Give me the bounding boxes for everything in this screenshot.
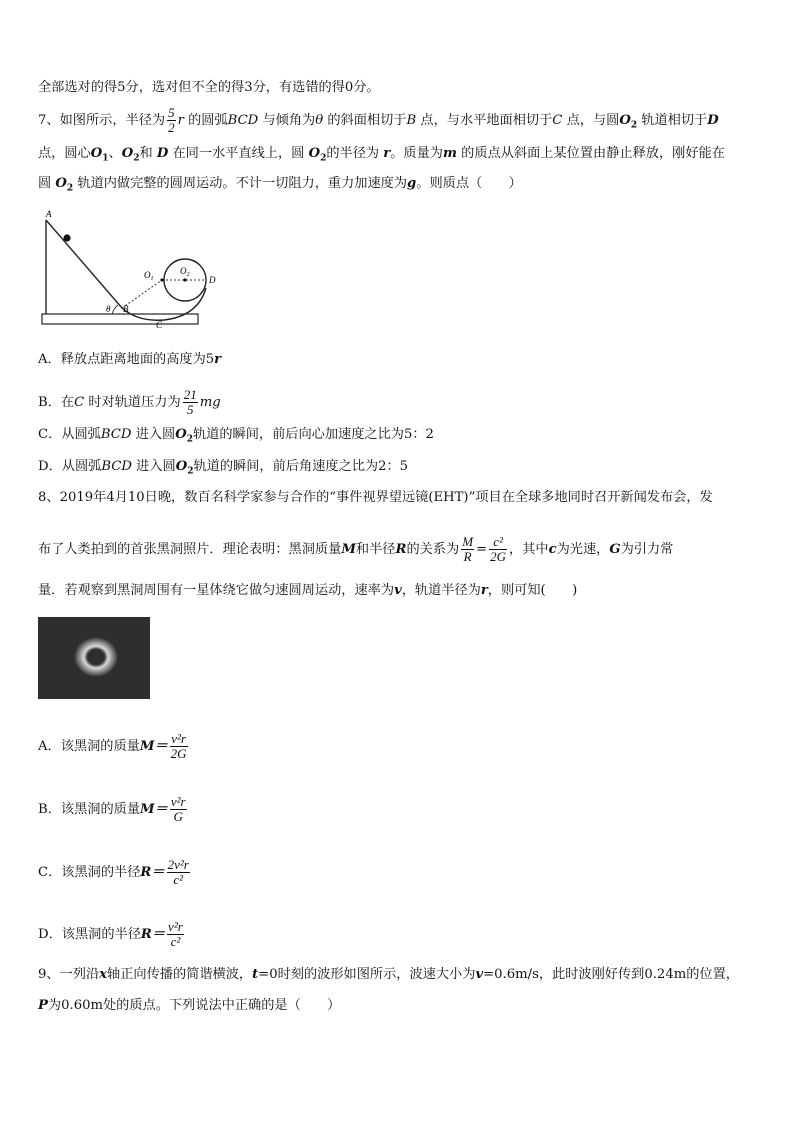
var-bcd: BCD — [101, 459, 132, 474]
q8-text: 和半径 — [355, 542, 396, 557]
var-m: M＝ — [139, 739, 168, 754]
q8-option-c — [38, 858, 192, 887]
q7-option-a — [38, 351, 221, 369]
q7-number: 7、 — [38, 113, 60, 128]
q7-text: 的半径为 — [326, 146, 380, 161]
label-o1-letter: O — [144, 270, 151, 280]
q9-text: 一列沿 — [59, 967, 100, 982]
q9-line1 — [38, 966, 739, 984]
q7-text: 在同一水平直线上，圆 — [172, 146, 305, 161]
black-hole-photo — [38, 617, 150, 699]
frac-numerator: v²r — [171, 731, 186, 746]
q7-text: 和 — [139, 146, 153, 161]
subscript: 2 — [66, 183, 74, 194]
q9-line2 — [38, 997, 340, 1015]
var-v: v — [394, 583, 402, 598]
q7-text: 。则质点（ ） — [416, 176, 522, 191]
option-text: D．从圆弧 — [38, 459, 102, 474]
q8-text: ，其中 — [509, 542, 549, 557]
option-text: B．该黑洞的质量 — [38, 802, 141, 817]
var-x: x — [99, 967, 108, 982]
q8-text: 2019年4月10日晚，数百名科学家参与合作的“事件视界望远镜(EHT)”项目在全球多地同时召开新闻发布会，发 — [59, 490, 713, 505]
photo-ring — [74, 637, 118, 677]
option-text: A．释放点距离地面的高度为5 — [38, 352, 215, 367]
var-o2: O — [55, 176, 67, 191]
var-m: M — [341, 542, 356, 557]
frac-denominator: G — [173, 809, 183, 824]
frac-denominator: 2 — [168, 120, 175, 135]
q7-text: 、 — [108, 146, 122, 161]
frac-denominator: 2G — [170, 746, 187, 761]
ground — [42, 314, 198, 324]
q8-option-d — [38, 920, 186, 949]
subscript: 2 — [320, 153, 327, 164]
var-r: R＝ — [140, 927, 166, 942]
label-theta: θ — [106, 304, 111, 314]
frac-denominator: 2G — [490, 549, 506, 564]
q7-text: 如图所示，半径为 — [59, 113, 166, 128]
q8-text: ，轨道半径为 — [401, 583, 481, 598]
q7-option-c — [38, 426, 434, 449]
frac-numerator: M — [462, 534, 474, 549]
q7-text: 圆 — [38, 176, 52, 191]
frac-denominator: c² — [170, 934, 181, 949]
frac-numerator: c² — [489, 535, 507, 550]
q9-text: =0时刻的波形如图所示，波速大小为 — [258, 967, 476, 982]
frac-numerator: v²r — [170, 794, 186, 809]
q8-line2 — [38, 535, 673, 564]
q7-radius-fraction — [167, 106, 176, 135]
q8-mass-radius-fraction — [461, 535, 474, 564]
q8-option-c-fraction — [167, 858, 190, 887]
particle — [63, 234, 70, 241]
option-text: 进入圆 — [136, 459, 176, 474]
var-d: D — [707, 113, 719, 128]
q7-text: 轨道相切于 — [641, 113, 708, 128]
frac-numerator: v²r — [168, 919, 183, 934]
option-text: C．该黑洞的半径 — [38, 865, 141, 880]
q7-pressure-fraction — [183, 388, 198, 417]
option-text: 时对轨道压力为 — [88, 395, 181, 410]
var-r: R — [395, 542, 407, 557]
var-bcd: BCD — [100, 427, 132, 442]
label-b: B — [123, 304, 129, 314]
label-c: C — [156, 320, 163, 330]
o2-point — [183, 278, 186, 281]
option-text: A．该黑洞的质量 — [38, 739, 140, 754]
var-r: r — [177, 113, 184, 128]
var-t: t — [252, 967, 259, 982]
theta-angle-arc — [112, 305, 118, 314]
var-c: C — [552, 113, 563, 128]
q7-line3 — [38, 175, 522, 198]
var-o2: O — [121, 146, 134, 161]
q8-line1 — [38, 489, 713, 507]
label-a: A — [46, 209, 52, 219]
subscript: 2 — [133, 153, 140, 164]
q7-text: 与倾角为 — [262, 113, 316, 128]
q9-number: 9、 — [38, 967, 60, 982]
subscript: 2 — [630, 120, 638, 131]
q7-text: 点，与圆 — [566, 113, 620, 128]
var-g: g — [407, 176, 417, 191]
q8-text: ，则可知( ) — [487, 583, 578, 598]
q7-text: 的质点从斜面上某位置由静止释放，刚好能在 — [461, 146, 725, 161]
q8-text: 为光速， — [556, 542, 610, 557]
q8-option-b — [38, 795, 189, 824]
subscript: 2 — [187, 466, 194, 477]
subscript: 2 — [186, 434, 193, 445]
q7-text: 的斜面相切于 — [327, 113, 407, 128]
q8-option-a-fraction — [170, 732, 188, 761]
var-b: B — [406, 113, 417, 128]
label-o2-letter: O — [180, 266, 187, 276]
option-text: D．该黑洞的半径 — [38, 927, 141, 942]
var-c: c — [548, 542, 557, 557]
q8-text: 布了人类拍到的首张黑洞照片．理论表明：黑洞质量 — [38, 542, 342, 557]
var-v: v — [475, 967, 484, 982]
q7-line2 — [38, 145, 725, 168]
frac-numerator: 2v²r — [167, 857, 189, 872]
q7-text: 轨道内做完整的圆周运动。不计一切阻力，重力加速度为 — [77, 176, 408, 191]
q8-option-a — [38, 732, 190, 761]
label-o2 — [180, 266, 190, 278]
var-bcd: BCD — [227, 113, 259, 128]
option-text: 轨道的瞬间，前后向心加速度之比为5：2 — [192, 427, 434, 442]
q9-text: 为0.60m处的质点。下列说法中正确的是（ ） — [47, 998, 341, 1013]
q7-text: 。质量为 — [390, 146, 443, 161]
frac-denominator: c² — [173, 872, 184, 887]
q8-text: 为引力常 — [620, 542, 674, 557]
q9-text: =0.6m/s，此时波刚好传到0.24m的位置， — [483, 967, 739, 982]
var-mg: mg — [199, 395, 221, 410]
q8-text: 量．若观察到黑洞周围有一星体绕它做匀速圆周运动，速率为 — [38, 583, 395, 598]
q7-line1 — [38, 106, 719, 135]
q7-text: 的圆弧 — [188, 113, 228, 128]
q7-text: 点，圆心 — [38, 146, 91, 161]
q8-number: 8、 — [38, 490, 60, 505]
var-c: C — [74, 395, 85, 410]
q7-track-diagram — [38, 208, 228, 330]
var-d: D — [156, 146, 169, 161]
frac-numerator: 5 — [168, 105, 175, 120]
q8-line3 — [38, 582, 577, 600]
var-r: R＝ — [140, 865, 165, 880]
arc-bcd-track — [122, 288, 206, 320]
var-r: r — [383, 146, 391, 161]
label-d: D — [209, 275, 216, 285]
var-o2: O — [308, 146, 321, 161]
intro-text: 全部选对的得5分，选对但不全的得3分，有选错的得0分。 — [38, 80, 380, 95]
option-text: 进入圆 — [135, 427, 176, 442]
option-text: 轨道的瞬间，前后角速度之比为2：5 — [193, 459, 409, 474]
frac-denominator: R — [463, 549, 472, 564]
var-o2: O — [175, 427, 187, 442]
var-theta: θ — [315, 113, 324, 128]
option-text: C．从圆弧 — [38, 427, 101, 442]
var-r: r — [214, 352, 222, 367]
var-o2: O — [175, 459, 188, 474]
var-m: M＝ — [140, 802, 168, 817]
label-o2-sub: 2 — [186, 272, 190, 278]
q8-c-squared-fraction — [489, 535, 507, 564]
o1-point — [160, 278, 163, 281]
label-o1 — [144, 270, 154, 282]
q8-option-d-fraction — [167, 920, 184, 949]
q7-text: 点，与水平地面相切于 — [420, 113, 553, 128]
q8-option-b-fraction — [170, 795, 187, 824]
frac-denominator: 5 — [186, 402, 194, 417]
option-text: B．在 — [38, 395, 75, 410]
var-p: P — [38, 998, 48, 1013]
var-r: r — [480, 583, 488, 598]
var-o1: O — [90, 146, 103, 161]
q8-text: 的关系为 — [406, 542, 460, 557]
var-o2: O — [619, 113, 631, 128]
subscript: 1 — [102, 153, 109, 164]
q7-option-b — [38, 388, 221, 417]
q9-text: 轴正向传播的简谐横波， — [107, 967, 253, 982]
equals-sign: = — [476, 542, 488, 557]
frac-numerator: 21 — [183, 387, 197, 402]
var-m: m — [443, 146, 457, 161]
q7-option-d — [38, 458, 408, 481]
incline — [46, 220, 122, 308]
var-g: G — [609, 542, 621, 557]
label-o1-sub: 1 — [150, 276, 154, 282]
